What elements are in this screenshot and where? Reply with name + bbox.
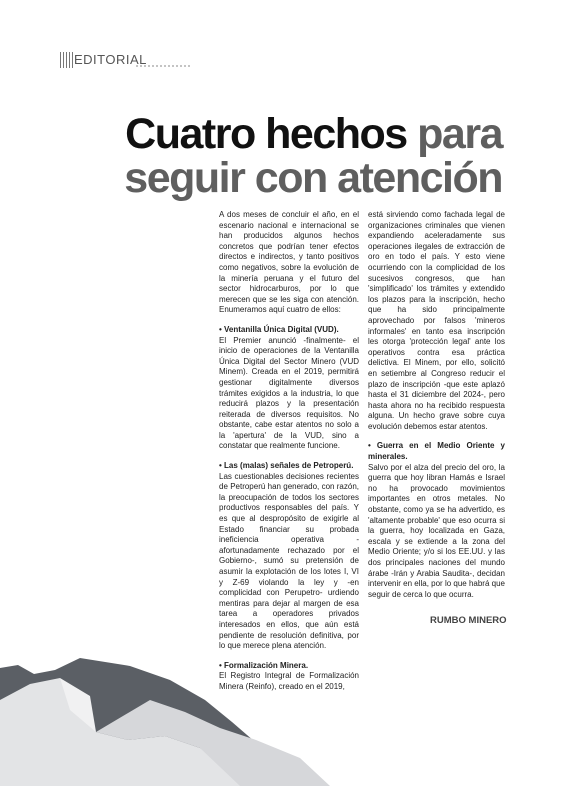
guerra-heading: • Guerra en el Medio Oriente y minerales. (368, 441, 505, 462)
section-label-text: EDITORIAL (74, 52, 147, 67)
intro-paragraph: A dos meses de concluir el año, en el escenario nacional e internacional se han producidos algunos hechos concretos que podrían tener efectos directos e indirectos, y tanto positivos como negativos, sobre la evolución de la minería peruana y el futuro del sector hidrocarburos, por lo que merecen que se les siga con atención. Enumeramos aquí cuatro de ellos: (219, 210, 359, 315)
column-left (219, 210, 359, 702)
dashed-rule (136, 52, 192, 68)
petroperu-body: Las cuestionables decisiones recientes de Petroperú han generado, con razón, la preocupación de todos los sectores productivos responsables del país. Y es que al despropósito de exigirle al Estado financiar su probada ineficiencia operativa -afortunadamente rechazado por el Gobierno-, sumó su pretensión de asumir la explotación de los lotes I, VI y Z-69 violando la ley y -en complicidad con Perupetro- urdiendo mentiras para dejar al margen de esa tarea a operadores privados interesados en ellos, que aún está pendiente de resolución definitiva, por lo que merece plena atención. (219, 471, 359, 651)
reinfo-heading: • Formalización Minera. (219, 660, 309, 670)
mountain-decoration (0, 640, 576, 786)
title-line-2: seguir con atención (124, 154, 502, 202)
reinfo-body-start: El Registro Integral de Formalización Minera (Reinfo), creado en el 2019, (219, 671, 359, 691)
title-gray-part: para (417, 110, 502, 158)
section-petroperu (219, 461, 359, 652)
reinfo-continued: está sirviendo como fachada legal de organizaciones criminales que vienen expandiendo aceleradamente sus operaciones ilegales de extracción de oro en todo el país. Y esto viene ocurriendo con la complicidad de los sucesivos congresos, que han 'simplificado' los trámites y extendido los plazos para la inscripción, hecho que ha sido principalmente aprovechado por falsos 'mineros informales' en tanto esa inscripción les otorga 'protección legal' ante los operativos contra esa práctica delictiva. El Minem, por ello, solicitó en setiembre al Congreso reducir el plazo de inscripción -que este aplazó hasta el 31 diciembre del 2024-, pero hasta ahora no ha recibido respuesta alguna. Un hecho grave sobre cuya evolución debemos estar atentos. (368, 210, 505, 431)
petroperu-heading: • Las (malas) señales de Petroperú. (219, 461, 354, 471)
vud-heading: • Ventanilla Única Digital (VUD). (219, 324, 339, 334)
guerra-body: Salvo por el alza del precio del oro, la guerra que hoy libran Hamás e Israel no ha provocado movimientos importantes en otros metales. No obstante, como ya se ha advertido, es 'altamente probable' que eso ocurra si la guerra, hoy localizada en Gaza, escala y se extiende a la zona del Medio Oriente; y/o si los EE.UU. y las dos principales naciones del mundo árabe -Irán y Arabia Saudita-, decidan intervenir en ella, por lo que habrá que seguir de cerca lo que ocurra. (368, 462, 505, 599)
title-dark-part: Cuatro hechos (125, 110, 407, 158)
signature: RUMBO MINERO (430, 615, 507, 626)
section-vud (219, 325, 359, 452)
column-right (368, 210, 505, 609)
vud-body: El Premier anunció -finalmente- el inicio de operaciones de la Ventanilla Única Digital del Sector Minero (VUD Minem). Creada en el 2019, permitirá gestionar digitalmente diversos trámites exigidos a la industria, lo que reducirá plazos y la presentación reiterada de diversos requisitos. No obstante, cabe estar atentos no solo a la 'apertura' de la VUD, sino a constatar que realmente funcione. (219, 335, 359, 451)
section-guerra (368, 441, 505, 600)
article-title (82, 112, 502, 200)
section-label (60, 52, 147, 68)
